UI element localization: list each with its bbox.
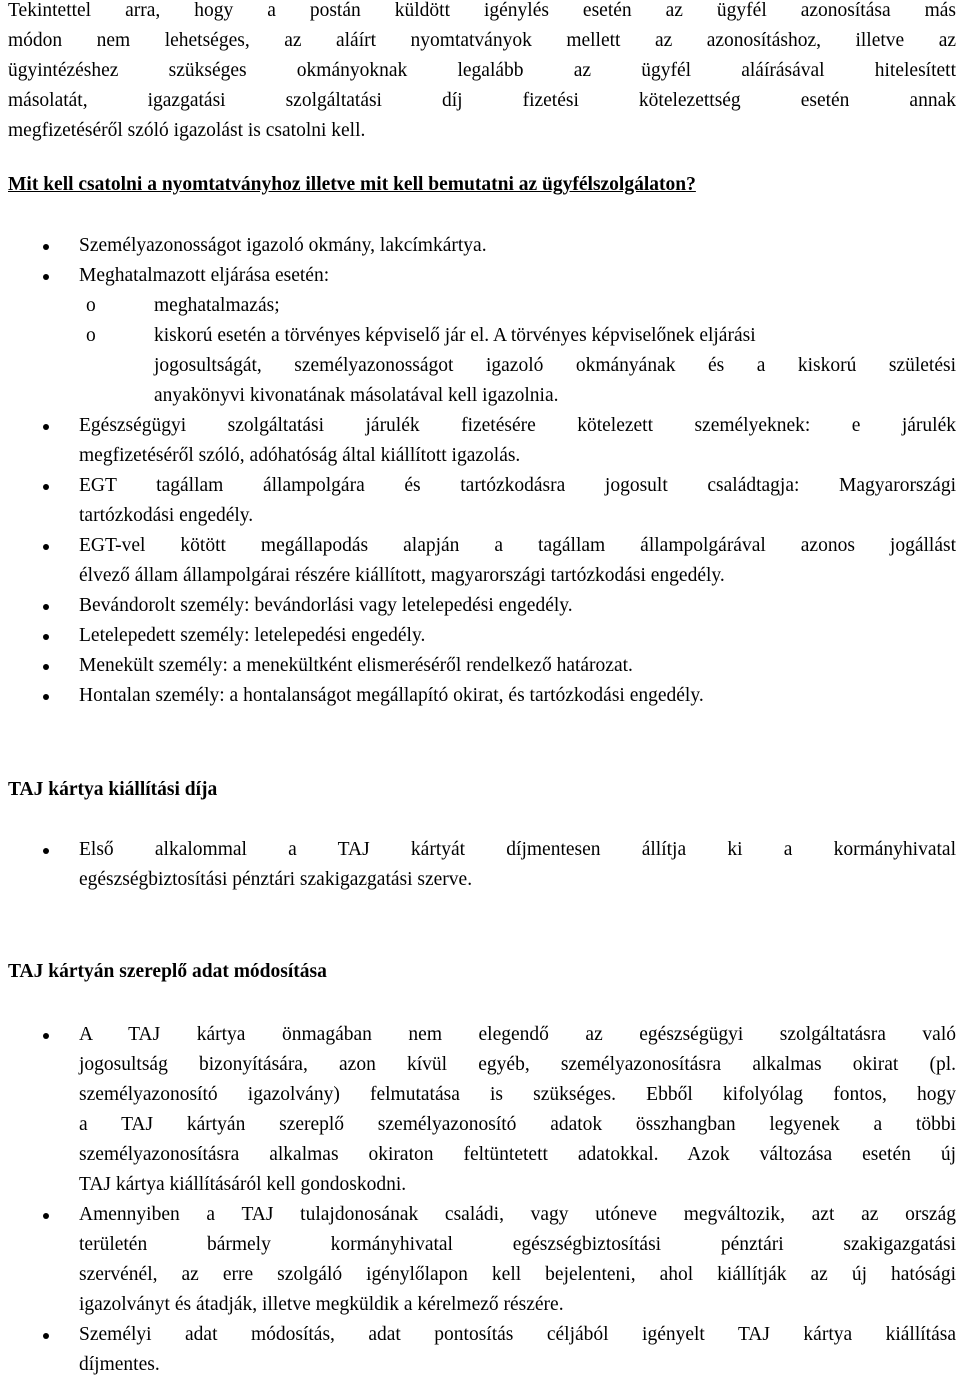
list-item-text: Letelepedett személy: letelepedési engedély. bbox=[79, 625, 426, 646]
list-item bbox=[8, 231, 956, 261]
authorization-sublist bbox=[8, 291, 956, 351]
sub-list-item-text: meghatalmazás; bbox=[154, 295, 280, 316]
list-item bbox=[8, 1200, 956, 1320]
data-change-list bbox=[8, 1020, 956, 1380]
list-item-line: igazolványt és átadják, illetve megküldik a kérelmező részére. bbox=[79, 1294, 564, 1315]
list-item bbox=[8, 591, 956, 621]
sub-list-item-text: kiskorú esetén a törvényes képviselő jár el. A törvényes képviselőnek eljárási bbox=[154, 325, 756, 346]
list-item-text: Hontalan személy: a hontalanságot megállapító okirat, és tartózkodási engedély. bbox=[79, 685, 704, 706]
list-item bbox=[8, 681, 956, 711]
list-item-line: EGT-vel kötött megállapodás alapján a tagállam állampolgárával azonos jogállást bbox=[79, 535, 956, 556]
list-item-line: Amennyiben a TAJ tulajdonosának családi, vagy utóneve megváltozik, azt az ország bbox=[79, 1204, 956, 1225]
sub-list-item bbox=[8, 321, 956, 351]
list-item bbox=[8, 621, 956, 651]
list-item-line: Személyi adat módosítás, adat pontosítás céljából igényelt TAJ kártya kiállítása bbox=[79, 1324, 956, 1345]
list-item-line: élvező állam állampolgárai részére kiállított, magyarországi tartózkodási engedély. bbox=[79, 565, 725, 586]
list-item bbox=[8, 261, 956, 291]
list-item bbox=[8, 651, 956, 681]
list-item bbox=[8, 531, 956, 591]
continuation-line: anyakönyvi kivonatának másolatával kell igazolnia. bbox=[154, 385, 559, 406]
list-item-line: TAJ kártya kiállításáról kell gondoskodni. bbox=[79, 1174, 407, 1195]
intro-line: Tekintettel arra, hogy a postán küldött igénylés esetén az ügyfél azonosítása más bbox=[8, 0, 956, 21]
list-item-line: egészségbiztosítási pénztári szakigazgatási szerve. bbox=[79, 869, 473, 890]
list-item-line: EGT tagállam állampolgára és tartózkodásra jogosult családtagja: Magyarországi bbox=[79, 475, 956, 496]
list-item bbox=[8, 471, 956, 531]
list-item-line: személyazonosító igazolvány) felmutatása is szükséges. Ebből kifolyólag fontos, hogy bbox=[79, 1084, 956, 1105]
list-item bbox=[8, 411, 956, 471]
list-item-line: megfizetéséről szóló, adóhatóság által kiállított igazolás. bbox=[79, 445, 521, 466]
list-item-line: jogosultság bizonyítására, azon kívül egyéb, személyazonosításra alkalmas okirat (pl. bbox=[79, 1054, 956, 1075]
intro-line: ügyintézéshez szükséges okmányoknak legalább az ügyfél aláírásával hitelesített bbox=[8, 60, 956, 81]
sub-list-item-continuation bbox=[8, 351, 956, 411]
list-item bbox=[8, 835, 956, 895]
intro-line: módon nem lehetséges, az aláírt nyomtatványok mellett az azonosításhoz, illetve az bbox=[8, 30, 956, 51]
section-heading-data-change: TAJ kártyán szereplő adat módosítása bbox=[8, 961, 327, 982]
list-item-line: díjmentes. bbox=[79, 1354, 160, 1375]
list-item-line: Egészségügyi szolgáltatási járulék fizetésére kötelezett személyeknek: e járulék bbox=[79, 415, 956, 436]
list-item-text: Személyazonosságot igazoló okmány, lakcímkártya. bbox=[79, 235, 487, 256]
list-item-line: személyazonosításra alkalmas okiraton feltüntetett adatokkal. Azok változása esetén új bbox=[79, 1144, 956, 1165]
intro-paragraph bbox=[8, 0, 956, 146]
list-item-text: Menekült személy: a menekültként elismeréséről rendelkező határozat. bbox=[79, 655, 633, 676]
section-heading-fee: TAJ kártya kiállítási díja bbox=[8, 779, 218, 800]
list-item-line: Első alkalommal a TAJ kártyát díjmentesen állítja ki a kormányhivatal bbox=[79, 839, 956, 860]
list-item bbox=[8, 1320, 956, 1380]
sub-list-item bbox=[8, 291, 956, 321]
list-item bbox=[8, 1020, 956, 1200]
section-heading-attachments: Mit kell csatolni a nyomtatványhoz illetve mit kell bemutatni az ügyfélszolgálaton? bbox=[8, 174, 696, 195]
list-item-line: a TAJ kártyán szereplő személyazonosító adatok összhangban legyenek a többi bbox=[79, 1114, 956, 1135]
list-item-line: területén bármely kormányhivatal egészségbiztosítási pénztári szakigazgatási bbox=[79, 1234, 956, 1255]
list-item-line: szervénél, az erre szolgáló igénylőlapon kell bejelenteni, ahol kiállítják az új hatósági bbox=[79, 1264, 956, 1285]
list-item-line: A TAJ kártya önmagában nem elegendő az egészségügyi szolgáltatásra való bbox=[79, 1024, 956, 1045]
list-item-text: Meghatalmazott eljárása esetén: bbox=[79, 265, 330, 286]
list-item-text: Bevándorolt személy: bevándorlási vagy letelepedési engedély. bbox=[79, 595, 573, 616]
intro-line: megfizetéséről szóló igazolást is csatolni kell. bbox=[8, 120, 366, 141]
list-item-line: tartózkodási engedély. bbox=[79, 505, 254, 526]
attachments-list-continued bbox=[8, 411, 956, 711]
intro-line: másolatát, igazgatási szolgáltatási díj fizetési kötelezettség esetén annak bbox=[8, 90, 956, 111]
attachments-list bbox=[8, 231, 956, 291]
fee-list bbox=[8, 835, 956, 895]
continuation-line: jogosultságát, személyazonosságot igazoló okmányának és a kiskorú születési bbox=[154, 355, 956, 376]
